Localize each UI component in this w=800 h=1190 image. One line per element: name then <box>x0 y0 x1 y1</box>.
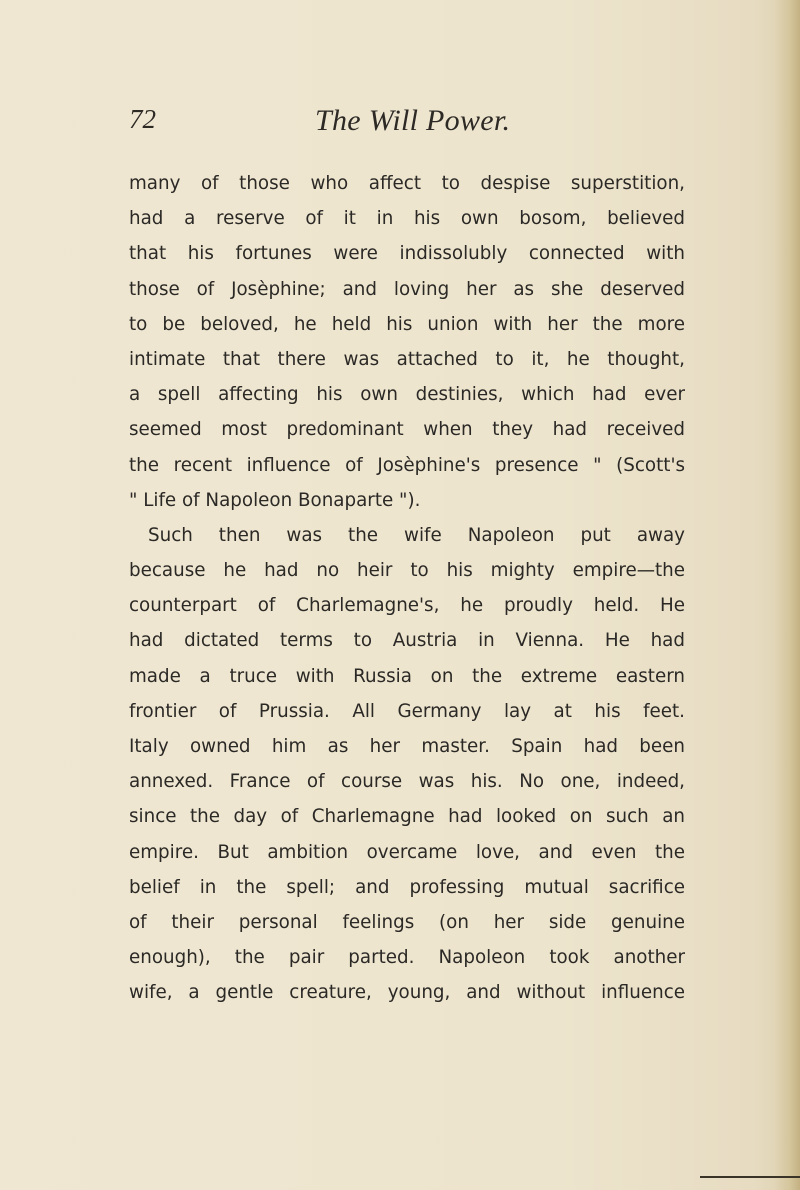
text-line: the recent influence of Josèphine's presence " (Scott's <box>129 454 685 476</box>
text-line: enough), the pair parted. Napoleon took another <box>129 947 685 969</box>
page-edge-shadow <box>774 0 800 1190</box>
text-line: those of Josèphine; and loving her as she deserved <box>129 278 685 300</box>
text-line: frontier of Prussia. All Germany lay at his feet. <box>129 700 685 722</box>
text-line: to be beloved, he held his union with her the more <box>129 313 685 335</box>
text-line: wife, a gentle creature, young, and without influence <box>129 982 685 1004</box>
text-line: annexed. France of course was his. No one, indeed, <box>129 771 685 793</box>
running-title: The Will Power. <box>315 104 511 137</box>
text-line: seemed most predominant when they had received <box>129 419 685 441</box>
text-line: made a truce with Russia on the extreme eastern <box>129 665 685 687</box>
text-line: many of those who affect to despise superstition, <box>129 173 685 194</box>
text-line: counterpart of Charlemagne's, he proudly held. He <box>129 595 685 617</box>
bottom-rule <box>700 1176 800 1178</box>
text-line: empire. But ambition overcame love, and even the <box>129 841 685 863</box>
text-line: Italy owned him as her master. Spain had been <box>129 736 685 757</box>
text-line: belief in the spell; and professing mutual sacrifice <box>129 876 685 898</box>
body-text <box>129 166 685 1011</box>
text-line: because he had no heir to his mighty empire—the <box>129 560 685 582</box>
text-line: of their personal feelings (on her side genuine <box>129 911 685 933</box>
text-line: that his fortunes were indissolubly connected with <box>129 243 685 265</box>
text-line: had a reserve of it in his own bosom, believed <box>129 208 685 230</box>
text-line: " Life of Napoleon Bonaparte "). <box>129 489 421 511</box>
page-header <box>129 104 669 144</box>
text-line: Such then was the wife Napoleon put away <box>148 524 685 546</box>
text-line: a spell affecting his own destinies, which had ever <box>129 384 685 406</box>
text-line: since the day of Charlemagne had looked on such an <box>129 806 685 828</box>
text-line: had dictated terms to Austria in Vienna. He had <box>129 630 685 652</box>
page-number: 72 <box>129 104 156 134</box>
text-line: intimate that there was attached to it, he thought, <box>129 348 685 370</box>
